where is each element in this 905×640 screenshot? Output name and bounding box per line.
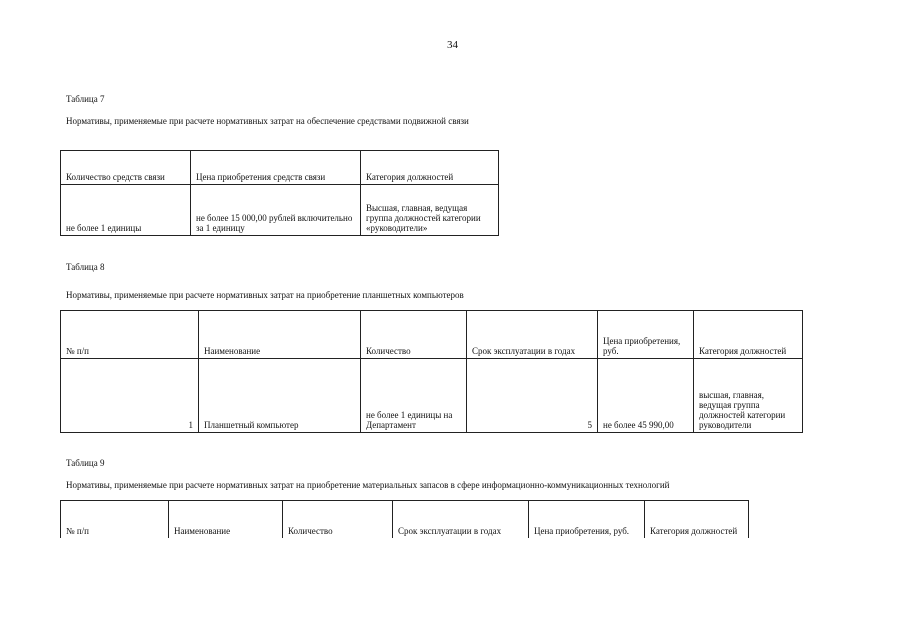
table8-cell: не более 45 990,00: [598, 359, 694, 433]
table8-header-cell: Количество: [361, 311, 467, 359]
table7-header-row: [61, 151, 499, 185]
table9-header-cell: Цена приобретения, руб.: [529, 501, 645, 538]
table7-header-cell: Количество средств связи: [61, 151, 191, 185]
table8-header-row: [61, 311, 803, 359]
table7: [60, 150, 499, 236]
table7-cell: не более 15 000,00 рублей включительно за 1 единицу: [191, 185, 361, 236]
page-number: 34: [447, 39, 458, 51]
table8-description: Нормативы, применяемые при расчете нормативных затрат на приобретение планшетных компьютеров: [66, 290, 464, 300]
table9: [60, 500, 749, 538]
table-row: [61, 359, 803, 433]
table9-header-cell: Наименование: [169, 501, 283, 538]
table7-description: Нормативы, применяемые при расчете нормативных затрат на обеспечение средствами подвижной связи: [66, 116, 469, 126]
table8-cell: 5: [467, 359, 598, 433]
table8-cell: не более 1 единицы на Департамент: [361, 359, 467, 433]
table9-header-cell: № п/п: [61, 501, 169, 538]
table7-header-cell: Категория должностей: [361, 151, 499, 185]
table8-header-cell: Цена приобретения, руб.: [598, 311, 694, 359]
table8-header-cell: Наименование: [199, 311, 361, 359]
table8-header-cell: Категория должностей: [694, 311, 803, 359]
table9-header-row: [61, 501, 749, 538]
table7-cell: Высшая, главная, ведущая группа должностей категории «руководители»: [361, 185, 499, 236]
table9-header-cell: Срок эксплуатации в годах: [393, 501, 529, 538]
table8-cell: высшая, главная, ведущая группа должностей категории руководители: [694, 359, 803, 433]
table9-header-cell: Категория должностей: [645, 501, 749, 538]
table8: [60, 310, 803, 433]
table-row: [61, 185, 499, 236]
table7-cell: не более 1 единицы: [61, 185, 191, 236]
table9-description: Нормативы, применяемые при расчете нормативных затрат на приобретение материальных запасов в сфере информационно-коммуникационных технологий: [66, 480, 670, 490]
table7-caption: Таблица 7: [66, 94, 105, 104]
table8-cell: Планшетный компьютер: [199, 359, 361, 433]
table9-header-cell: Количество: [283, 501, 393, 538]
table9-caption: Таблица 9: [66, 458, 105, 468]
table8-header-cell: № п/п: [61, 311, 199, 359]
table8-caption: Таблица 8: [66, 262, 105, 272]
table7-header-cell: Цена приобретения средств связи: [191, 151, 361, 185]
table8-header-cell: Срок эксплуатации в годах: [467, 311, 598, 359]
table8-cell: 1: [61, 359, 199, 433]
